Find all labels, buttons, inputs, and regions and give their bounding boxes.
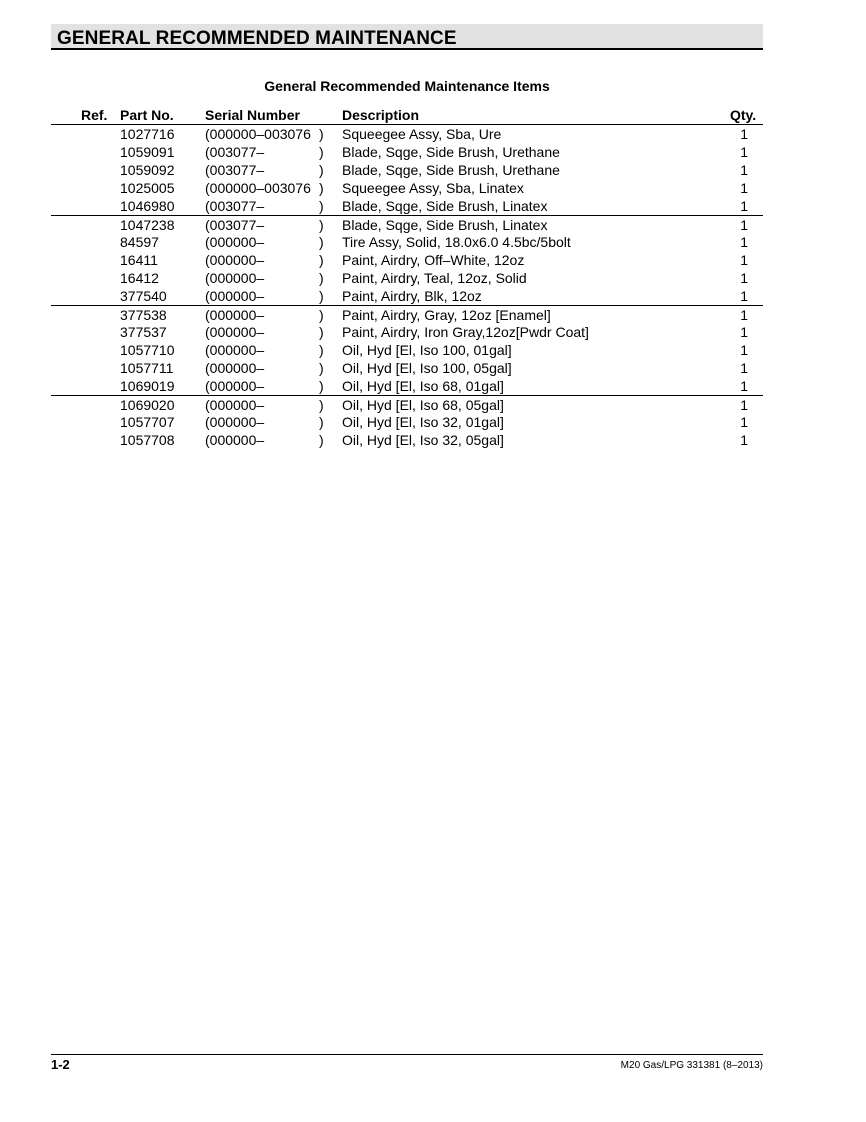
serial-number-cell: (000000– <box>205 234 265 250</box>
column-header-qty: Qty. <box>730 107 757 123</box>
serial-number-cell: (000000– <box>205 414 265 430</box>
table-row <box>51 125 763 143</box>
description-cell: Oil, Hyd [El, Iso 32, 05gal] <box>342 432 504 448</box>
column-header-part-no: Part No. <box>120 107 174 123</box>
table-row <box>51 215 763 233</box>
serial-number-cell: (000000– <box>205 270 265 286</box>
serial-close-paren: ) <box>319 307 324 323</box>
description-cell: Oil, Hyd [El, Iso 68, 05gal] <box>342 397 504 413</box>
description-cell: Oil, Hyd [El, Iso 68, 01gal] <box>342 378 504 394</box>
description-cell: Paint, Airdry, Blk, 12oz <box>342 288 482 304</box>
description-cell: Paint, Airdry, Iron Gray,12oz[Pwdr Coat] <box>342 324 589 340</box>
serial-number-cell: (000000– <box>205 360 265 376</box>
section-header <box>51 24 763 50</box>
serial-close-paren: ) <box>319 360 324 376</box>
description-cell: Paint, Airdry, Gray, 12oz [Enamel] <box>342 307 551 323</box>
description-cell: Blade, Sqge, Side Brush, Urethane <box>342 144 560 160</box>
serial-number-cell: (000000– <box>205 324 265 340</box>
quantity-cell: 1 <box>740 360 748 376</box>
table-row <box>51 143 763 161</box>
serial-close-paren: ) <box>319 342 324 358</box>
serial-close-paren: ) <box>319 378 324 394</box>
column-header-description: Description <box>342 107 420 123</box>
serial-number-cell: (003077– <box>205 217 265 233</box>
description-cell: Squeegee Assy, Sba, Linatex <box>342 180 524 196</box>
serial-close-paren: ) <box>319 432 324 448</box>
part-number-cell: 1057708 <box>120 432 175 448</box>
serial-number-cell: (003077– <box>205 198 265 214</box>
serial-number-cell: (000000– <box>205 288 265 304</box>
table-row <box>51 305 763 323</box>
description-cell: Blade, Sqge, Side Brush, Linatex <box>342 217 548 233</box>
description-cell: Oil, Hyd [El, Iso 100, 05gal] <box>342 360 512 376</box>
description-cell: Paint, Airdry, Off–White, 12oz <box>342 252 525 268</box>
description-cell: Blade, Sqge, Side Brush, Urethane <box>342 162 560 178</box>
quantity-cell: 1 <box>740 234 748 250</box>
column-header-serial-number: Serial Number <box>205 107 300 123</box>
quantity-cell: 1 <box>740 217 748 233</box>
part-number-cell: 1059092 <box>120 162 175 178</box>
quantity-cell: 1 <box>740 162 748 178</box>
serial-close-paren: ) <box>319 217 324 233</box>
serial-close-paren: ) <box>319 252 324 268</box>
serial-number-cell: (000000– <box>205 397 265 413</box>
table-row <box>51 161 763 179</box>
table-row <box>51 179 763 197</box>
serial-close-paren: ) <box>319 234 324 250</box>
table-row <box>51 323 763 341</box>
serial-close-paren: ) <box>319 397 324 413</box>
part-number-cell: 1046980 <box>120 198 175 214</box>
description-cell: Tire Assy, Solid, 18.0x6.0 4.5bc/5bolt <box>342 234 571 250</box>
serial-number-cell: (000000– <box>205 307 265 323</box>
description-cell: Oil, Hyd [El, Iso 100, 01gal] <box>342 342 512 358</box>
part-number-cell: 1057711 <box>120 360 174 376</box>
part-number-cell: 1027716 <box>120 126 175 142</box>
table-row <box>51 341 763 359</box>
serial-close-paren: ) <box>319 180 324 196</box>
serial-close-paren: ) <box>319 144 324 160</box>
quantity-cell: 1 <box>740 270 748 286</box>
table-row <box>51 287 763 305</box>
table-row <box>51 395 763 413</box>
part-number-cell: 1025005 <box>120 180 175 196</box>
quantity-cell: 1 <box>740 198 748 214</box>
quantity-cell: 1 <box>740 324 748 340</box>
quantity-cell: 1 <box>740 307 748 323</box>
table-row <box>51 377 763 395</box>
serial-close-paren: ) <box>319 162 324 178</box>
quantity-cell: 1 <box>740 397 748 413</box>
serial-number-cell: (000000–003076 <box>205 126 311 142</box>
quantity-cell: 1 <box>740 414 748 430</box>
part-number-cell: 1069019 <box>120 378 175 394</box>
part-number-cell: 1057710 <box>120 342 175 358</box>
quantity-cell: 1 <box>740 144 748 160</box>
footer-divider <box>51 1054 763 1055</box>
serial-number-cell: (000000– <box>205 252 265 268</box>
table-row <box>51 251 763 269</box>
serial-close-paren: ) <box>319 126 324 142</box>
serial-number-cell: (000000– <box>205 378 265 394</box>
document-reference: M20 Gas/LPG 331381 (8–2013) <box>620 1060 763 1071</box>
section-title: GENERAL RECOMMENDED MAINTENANCE <box>57 28 457 49</box>
part-number-cell: 377537 <box>120 324 167 340</box>
quantity-cell: 1 <box>740 342 748 358</box>
table-row <box>51 233 763 251</box>
table-row <box>51 197 763 215</box>
serial-number-cell: (000000– <box>205 342 265 358</box>
quantity-cell: 1 <box>740 378 748 394</box>
part-number-cell: 377540 <box>120 288 167 304</box>
description-cell: Squeegee Assy, Sba, Ure <box>342 126 502 142</box>
quantity-cell: 1 <box>740 288 748 304</box>
table-row <box>51 431 763 449</box>
part-number-cell: 1069020 <box>120 397 175 413</box>
quantity-cell: 1 <box>740 180 748 196</box>
serial-number-cell: (000000–003076 <box>205 180 311 196</box>
description-cell: Paint, Airdry, Teal, 12oz, Solid <box>342 270 527 286</box>
part-number-cell: 1059091 <box>120 144 175 160</box>
table-row <box>51 413 763 431</box>
quantity-cell: 1 <box>740 252 748 268</box>
part-number-cell: 16411 <box>120 252 158 268</box>
part-number-cell: 377538 <box>120 307 167 323</box>
serial-close-paren: ) <box>319 288 324 304</box>
part-number-cell: 1057707 <box>120 414 175 430</box>
serial-close-paren: ) <box>319 198 324 214</box>
quantity-cell: 1 <box>740 126 748 142</box>
table-row <box>51 359 763 377</box>
page-number: 1-2 <box>51 1057 70 1072</box>
serial-close-paren: ) <box>319 324 324 340</box>
table-row <box>51 269 763 287</box>
description-cell: Oil, Hyd [El, Iso 32, 01gal] <box>342 414 504 430</box>
quantity-cell: 1 <box>740 432 748 448</box>
table-caption: General Recommended Maintenance Items <box>264 78 550 94</box>
serial-number-cell: (000000– <box>205 432 265 448</box>
description-cell: Blade, Sqge, Side Brush, Linatex <box>342 198 548 214</box>
column-header-ref: Ref. <box>81 107 108 123</box>
serial-number-cell: (003077– <box>205 144 265 160</box>
serial-close-paren: ) <box>319 414 324 430</box>
part-number-cell: 16412 <box>120 270 159 286</box>
part-number-cell: 1047238 <box>120 217 175 233</box>
serial-number-cell: (003077– <box>205 162 265 178</box>
part-number-cell: 84597 <box>120 234 159 250</box>
serial-close-paren: ) <box>319 270 324 286</box>
